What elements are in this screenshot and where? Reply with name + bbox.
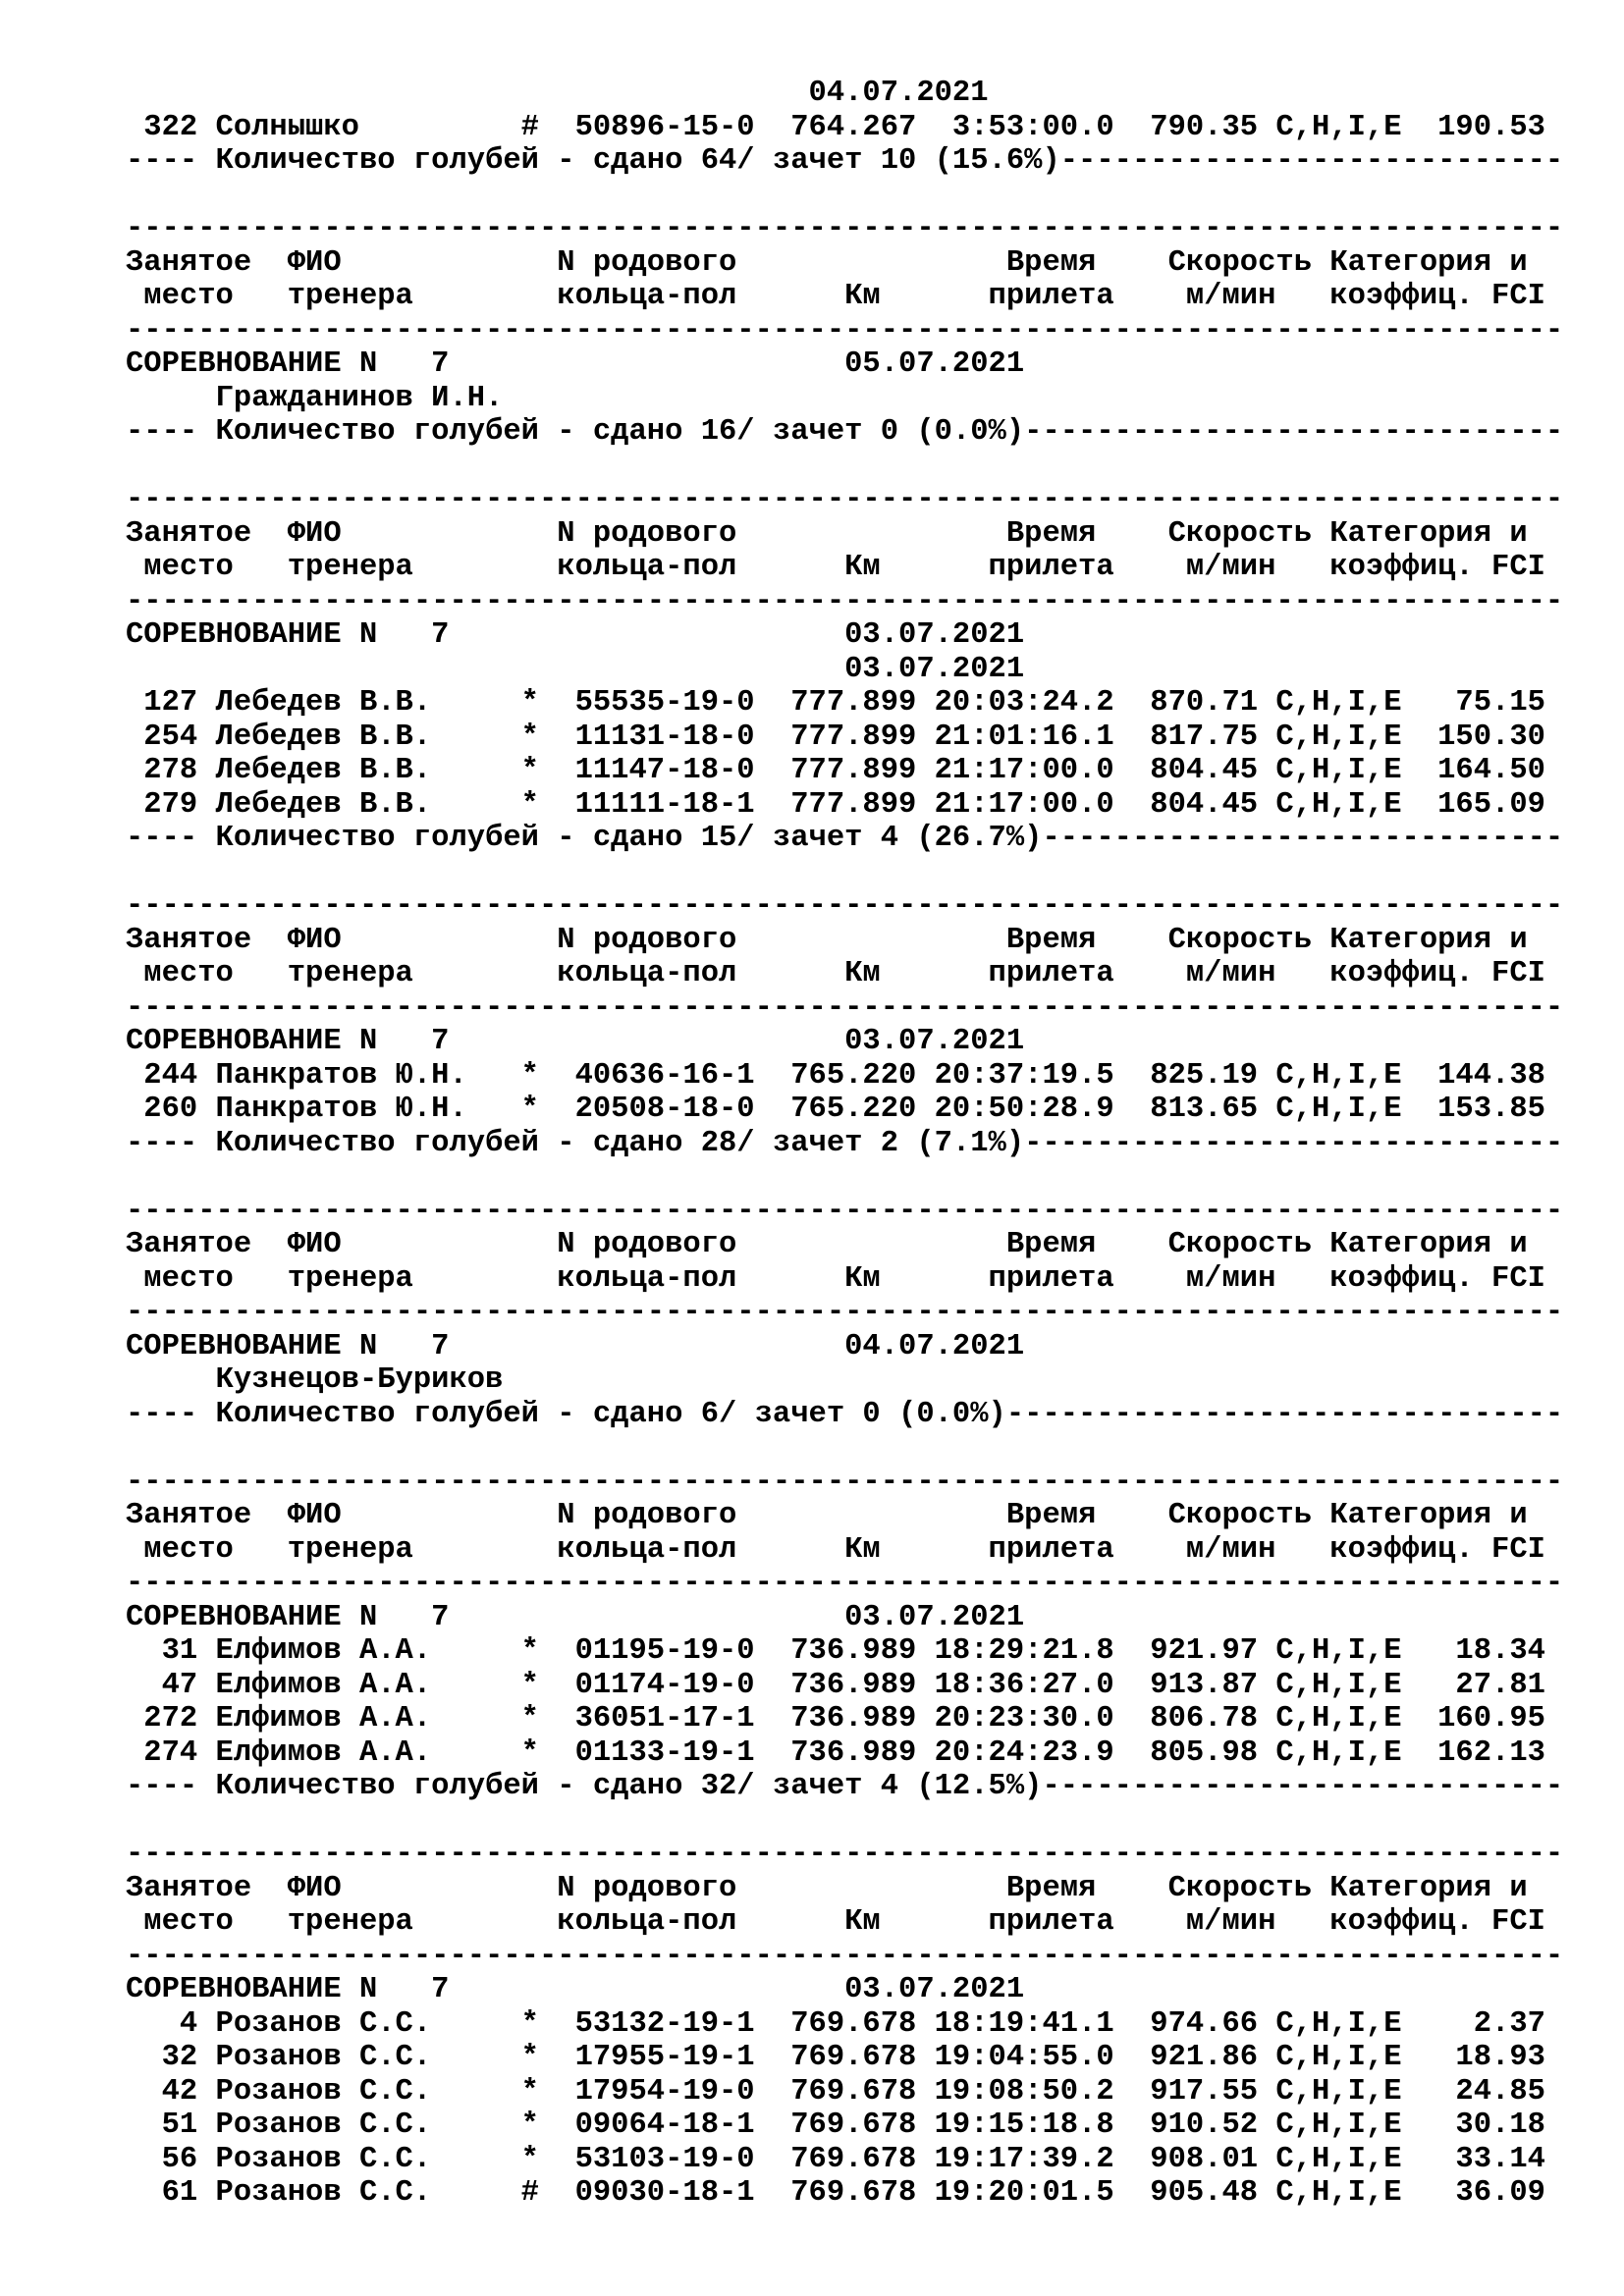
text-line: СОРЕВНОВАНИЕ N 7 05.07.2021 bbox=[126, 347, 1025, 381]
results-printout bbox=[126, 77, 1563, 2211]
text-line: ---- Количество голубей - сдано 28/ зачет 2 (7.1%)------------------------------ bbox=[126, 1126, 1564, 1160]
text-line: Занятое ФИО N родового Время Скорость Категория и bbox=[126, 1871, 1528, 1905]
text-line: -------------------------------------------------------------------------------- bbox=[126, 1939, 1564, 1973]
text-line: -------------------------------------------------------------------------------- bbox=[126, 584, 1564, 618]
text-line: ---- Количество голубей - сдано 15/ зачет 4 (26.7%)----------------------------- bbox=[126, 822, 1564, 855]
text-line: 244 Панкратов Ю.Н. * 40636-16-1 765.220 20:37:19.5 825.19 C,H,I,E 144.38 bbox=[126, 1058, 1545, 1093]
text-line: -------------------------------------------------------------------------------- bbox=[126, 483, 1564, 516]
text-line: 127 Лебедев В.В. * 55535-19-0 777.899 20:03:24.2 870.71 C,H,I,E 75.15 bbox=[126, 686, 1545, 720]
text-line: СОРЕВНОВАНИЕ N 7 04.07.2021 bbox=[126, 1329, 1025, 1363]
text-line: Занятое ФИО N родового Время Скорость Категория и bbox=[126, 245, 1528, 280]
text-line bbox=[126, 450, 1563, 484]
text-line: место тренера кольца-пол Км прилета м/мин коэффиц. FCI bbox=[126, 1532, 1545, 1567]
text-line: Занятое ФИО N родового Время Скорость Категория и bbox=[126, 1228, 1528, 1261]
text-line: 254 Лебедев В.В. * 11131-18-0 777.899 21:01:16.1 817.75 C,H,I,E 150.30 bbox=[126, 720, 1545, 754]
text-line: Занятое ФИО N родового Время Скорость Категория и bbox=[126, 516, 1528, 551]
text-line: -------------------------------------------------------------------------------- bbox=[126, 1465, 1564, 1499]
text-line: 260 Панкратов Ю.Н. * 20508-18-0 765.220 20:50:28.9 813.65 C,H,I,E 153.85 bbox=[126, 1093, 1545, 1126]
text-line: 31 Елфимов А.А. * 01195-19-0 736.989 18:29:21.8 921.97 C,H,I,E 18.34 bbox=[126, 1634, 1545, 1668]
text-line bbox=[126, 179, 1563, 213]
text-line: место тренера кольца-пол Км прилета м/мин коэффиц. FCI bbox=[126, 280, 1545, 313]
text-line: 04.07.2021 bbox=[126, 77, 989, 110]
text-line: место тренера кольца-пол Км прилета м/мин коэффиц. FCI bbox=[126, 1905, 1545, 1939]
text-line: ---- Количество голубей - сдано 16/ зачет 0 (0.0%)------------------------------ bbox=[126, 415, 1564, 449]
text-line: место тренера кольца-пол Км прилета м/мин коэффиц. FCI bbox=[126, 551, 1545, 584]
text-line: ---- Количество голубей - сдано 32/ зачет 4 (12.5%)----------------------------- bbox=[126, 1770, 1564, 1803]
text-line: СОРЕВНОВАНИЕ N 7 03.07.2021 bbox=[126, 1025, 1025, 1058]
text-line: 32 Розанов С.С. * 17955-19-1 769.678 19:04:55.0 921.86 C,H,I,E 18.93 bbox=[126, 2041, 1545, 2074]
text-line: -------------------------------------------------------------------------------- bbox=[126, 212, 1564, 245]
text-line: место тренера кольца-пол Км прилета м/мин коэффиц. FCI bbox=[126, 957, 1545, 990]
text-line: 42 Розанов С.С. * 17954-19-0 769.678 19:08:50.2 917.55 C,H,I,E 24.85 bbox=[126, 2074, 1545, 2109]
text-line: 47 Елфимов А.А. * 01174-19-0 736.989 18:36:27.0 913.87 C,H,I,E 27.81 bbox=[126, 1668, 1545, 1702]
text-line: 278 Лебедев В.В. * 11147-18-0 777.899 21:17:00.0 804.45 C,H,I,E 164.50 bbox=[126, 754, 1545, 787]
text-line bbox=[126, 1160, 1563, 1195]
text-line: 51 Розанов С.С. * 09064-18-1 769.678 19:15:18.8 910.52 C,H,I,E 30.18 bbox=[126, 2109, 1545, 2142]
text-line: Занятое ФИО N родового Время Скорость Категория и bbox=[126, 1499, 1528, 1532]
text-line: 274 Елфимов А.А. * 01133-19-1 736.989 20:24:23.9 805.98 C,H,I,E 162.13 bbox=[126, 1735, 1545, 1770]
text-line: Гражданинов И.Н. bbox=[126, 381, 504, 415]
text-line: -------------------------------------------------------------------------------- bbox=[126, 1567, 1564, 1600]
text-line bbox=[126, 856, 1563, 890]
text-line: Занятое ФИО N родового Время Скорость Категория и bbox=[126, 923, 1528, 957]
text-line: СОРЕВНОВАНИЕ N 7 03.07.2021 bbox=[126, 1600, 1025, 1634]
text-line: 322 Солнышко # 50896-15-0 764.267 3:53:00.0 790.35 C,H,I,E 190.53 bbox=[126, 110, 1545, 144]
text-line: -------------------------------------------------------------------------------- bbox=[126, 1194, 1564, 1228]
text-line: СОРЕВНОВАНИЕ N 7 03.07.2021 bbox=[126, 1973, 1025, 2006]
text-line: 56 Розанов С.С. * 53103-19-0 769.678 19:17:39.2 908.01 C,H,I,E 33.14 bbox=[126, 2142, 1545, 2176]
text-line: 279 Лебедев В.В. * 11111-18-1 777.899 21:17:00.0 804.45 C,H,I,E 165.09 bbox=[126, 787, 1545, 822]
text-line: -------------------------------------------------------------------------------- bbox=[126, 1296, 1564, 1329]
text-line bbox=[126, 1431, 1563, 1466]
text-line bbox=[126, 1804, 1563, 1839]
text-line: ---- Количество голубей - сдано 6/ зачет 0 (0.0%)------------------------------- bbox=[126, 1397, 1564, 1431]
text-line: Кузнецов-Буриков bbox=[126, 1363, 504, 1397]
text-line: 272 Елфимов А.А. * 36051-17-1 736.989 20:23:30.0 806.78 C,H,I,E 160.95 bbox=[126, 1702, 1545, 1735]
text-line: 4 Розанов С.С. * 53132-19-1 769.678 18:19:41.1 974.66 C,H,I,E 2.37 bbox=[126, 2006, 1545, 2041]
text-line: СОРЕВНОВАНИЕ N 7 03.07.2021 bbox=[126, 618, 1025, 652]
text-line: -------------------------------------------------------------------------------- bbox=[126, 1838, 1564, 1871]
text-line: 03.07.2021 bbox=[126, 652, 1025, 686]
text-line: место тренера кольца-пол Км прилета м/мин коэффиц. FCI bbox=[126, 1261, 1545, 1296]
text-line: -------------------------------------------------------------------------------- bbox=[126, 889, 1564, 923]
text-line: -------------------------------------------------------------------------------- bbox=[126, 990, 1564, 1025]
text-line: 61 Розанов С.С. # 09030-18-1 769.678 19:20:01.5 905.48 C,H,I,E 36.09 bbox=[126, 2176, 1545, 2210]
text-line: ---- Количество голубей - сдано 64/ зачет 10 (15.6%)---------------------------- bbox=[126, 144, 1564, 178]
text-line: -------------------------------------------------------------------------------- bbox=[126, 313, 1564, 347]
